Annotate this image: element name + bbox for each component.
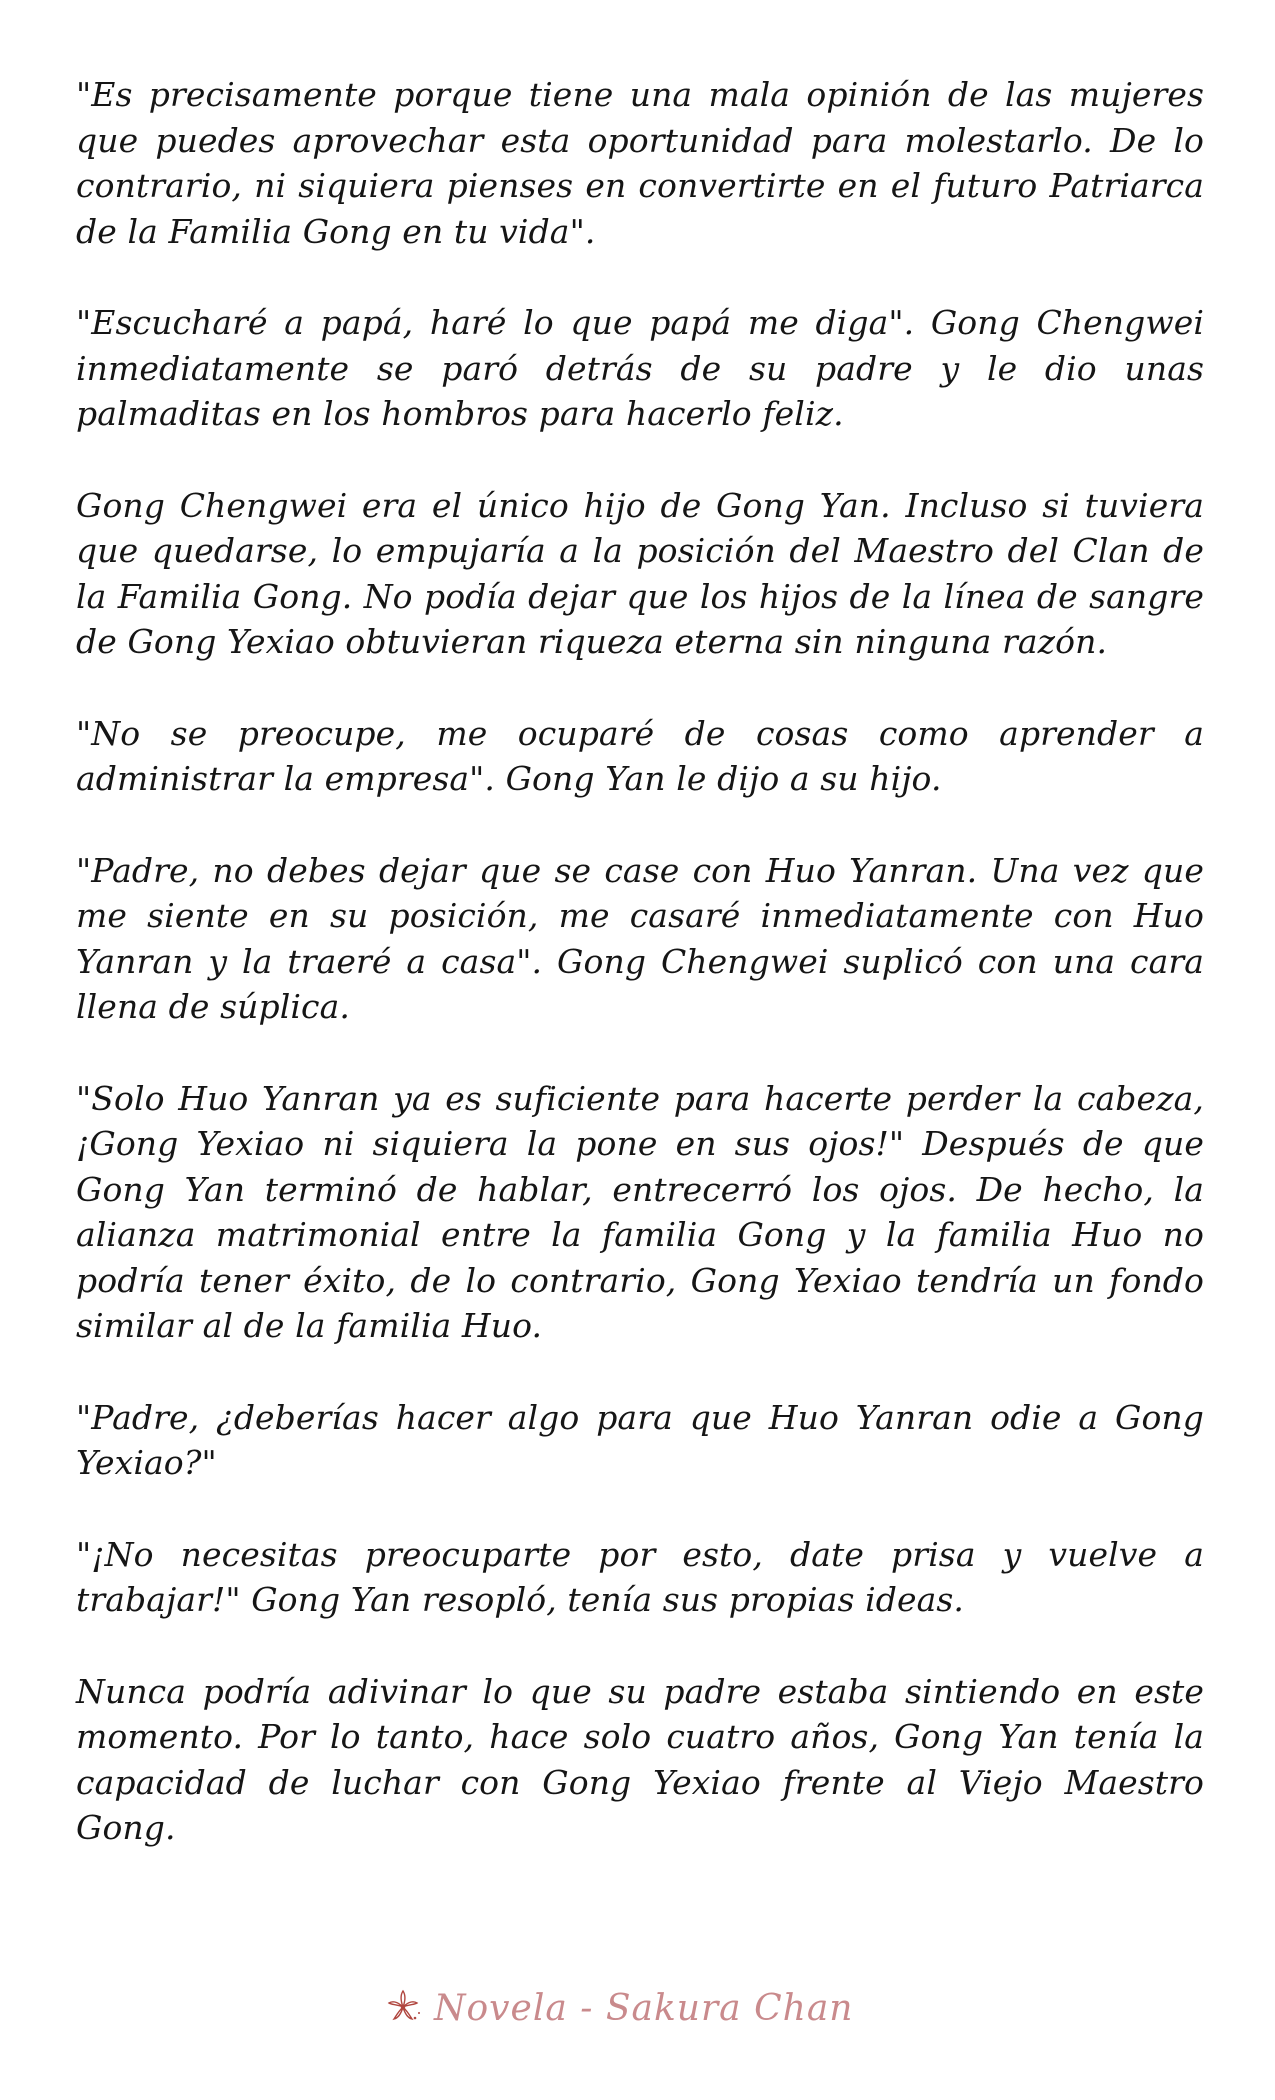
paragraph-3: Gong Chengwei era el único hijo de Gong Yan. Incluso si tuviera que quedarse, lo empujaría a la posición del Maestro del Clan de la Familia Gong. No podía dejar que los hijos de la línea de sangre de Gong Yexiao obtuvieran riqueza eterna sin ninguna razón. [76, 485, 1204, 661]
text-body [76, 72, 1204, 1897]
watermark [380, 1982, 900, 2034]
paragraph-5: "Padre, no debes dejar que se case con Huo Yanran. Una vez que me siente en su posición, me casaré inmediatamente con Huo Yanran y la traeré a casa". Gong Chengwei suplicó con una cara llena de súplica. [76, 850, 1204, 1026]
paragraph-7: "Padre, ¿deberías hacer algo para que Huo Yanran odie a Gong Yexiao?" [76, 1397, 1204, 1482]
cherry-blossom-icon [380, 1985, 426, 2031]
paragraph-1: "Es precisamente porque tiene una mala opinión de las mujeres que puedes aprovechar esta oportunidad para molestarlo. De lo contrario, ni siquiera pienses en convertirte en el futuro Patriarca de la Familia Gong en tu vida". [76, 75, 1204, 251]
paragraph-6: "Solo Huo Yanran ya es suficiente para hacerte perder la cabeza, ¡Gong Yexiao ni siquiera la pone en sus ojos!" Después de que Gong Yan terminó de hablar, entrecerró los ojos. De hecho, la alianza matrimonial entre la familia Gong y la familia Huo no podría tener éxito, de lo contrario, Gong Yexiao tendría un fondo similar al de la familia Huo. [76, 1078, 1204, 1345]
paragraph-4: "No se preocupe, me ocuparé de cosas como aprender a administrar la empresa". Gong Yan le dijo a su hijo. [76, 713, 1204, 798]
paragraph-8: "¡No necesitas preocuparte por esto, date prisa y vuelve a trabajar!" Gong Yan resopló, tenía sus propias ideas. [76, 1534, 1204, 1619]
paragraph-9: Nunca podría adivinar lo que su padre estaba sintiendo en este momento. Por lo tanto, hace solo cuatro años, Gong Yan tenía la capacidad de luchar con Gong Yexiao frente al Viejo Maestro Gong. [76, 1671, 1204, 1847]
paragraph-2: "Escucharé a papá, haré lo que papá me diga". Gong Chengwei inmediatamente se paró detrás de su padre y le dio unas palmaditas en los hombros para hacerlo feliz. [76, 303, 1204, 433]
watermark-text: Novela - Sakura Chan [434, 1987, 854, 2029]
